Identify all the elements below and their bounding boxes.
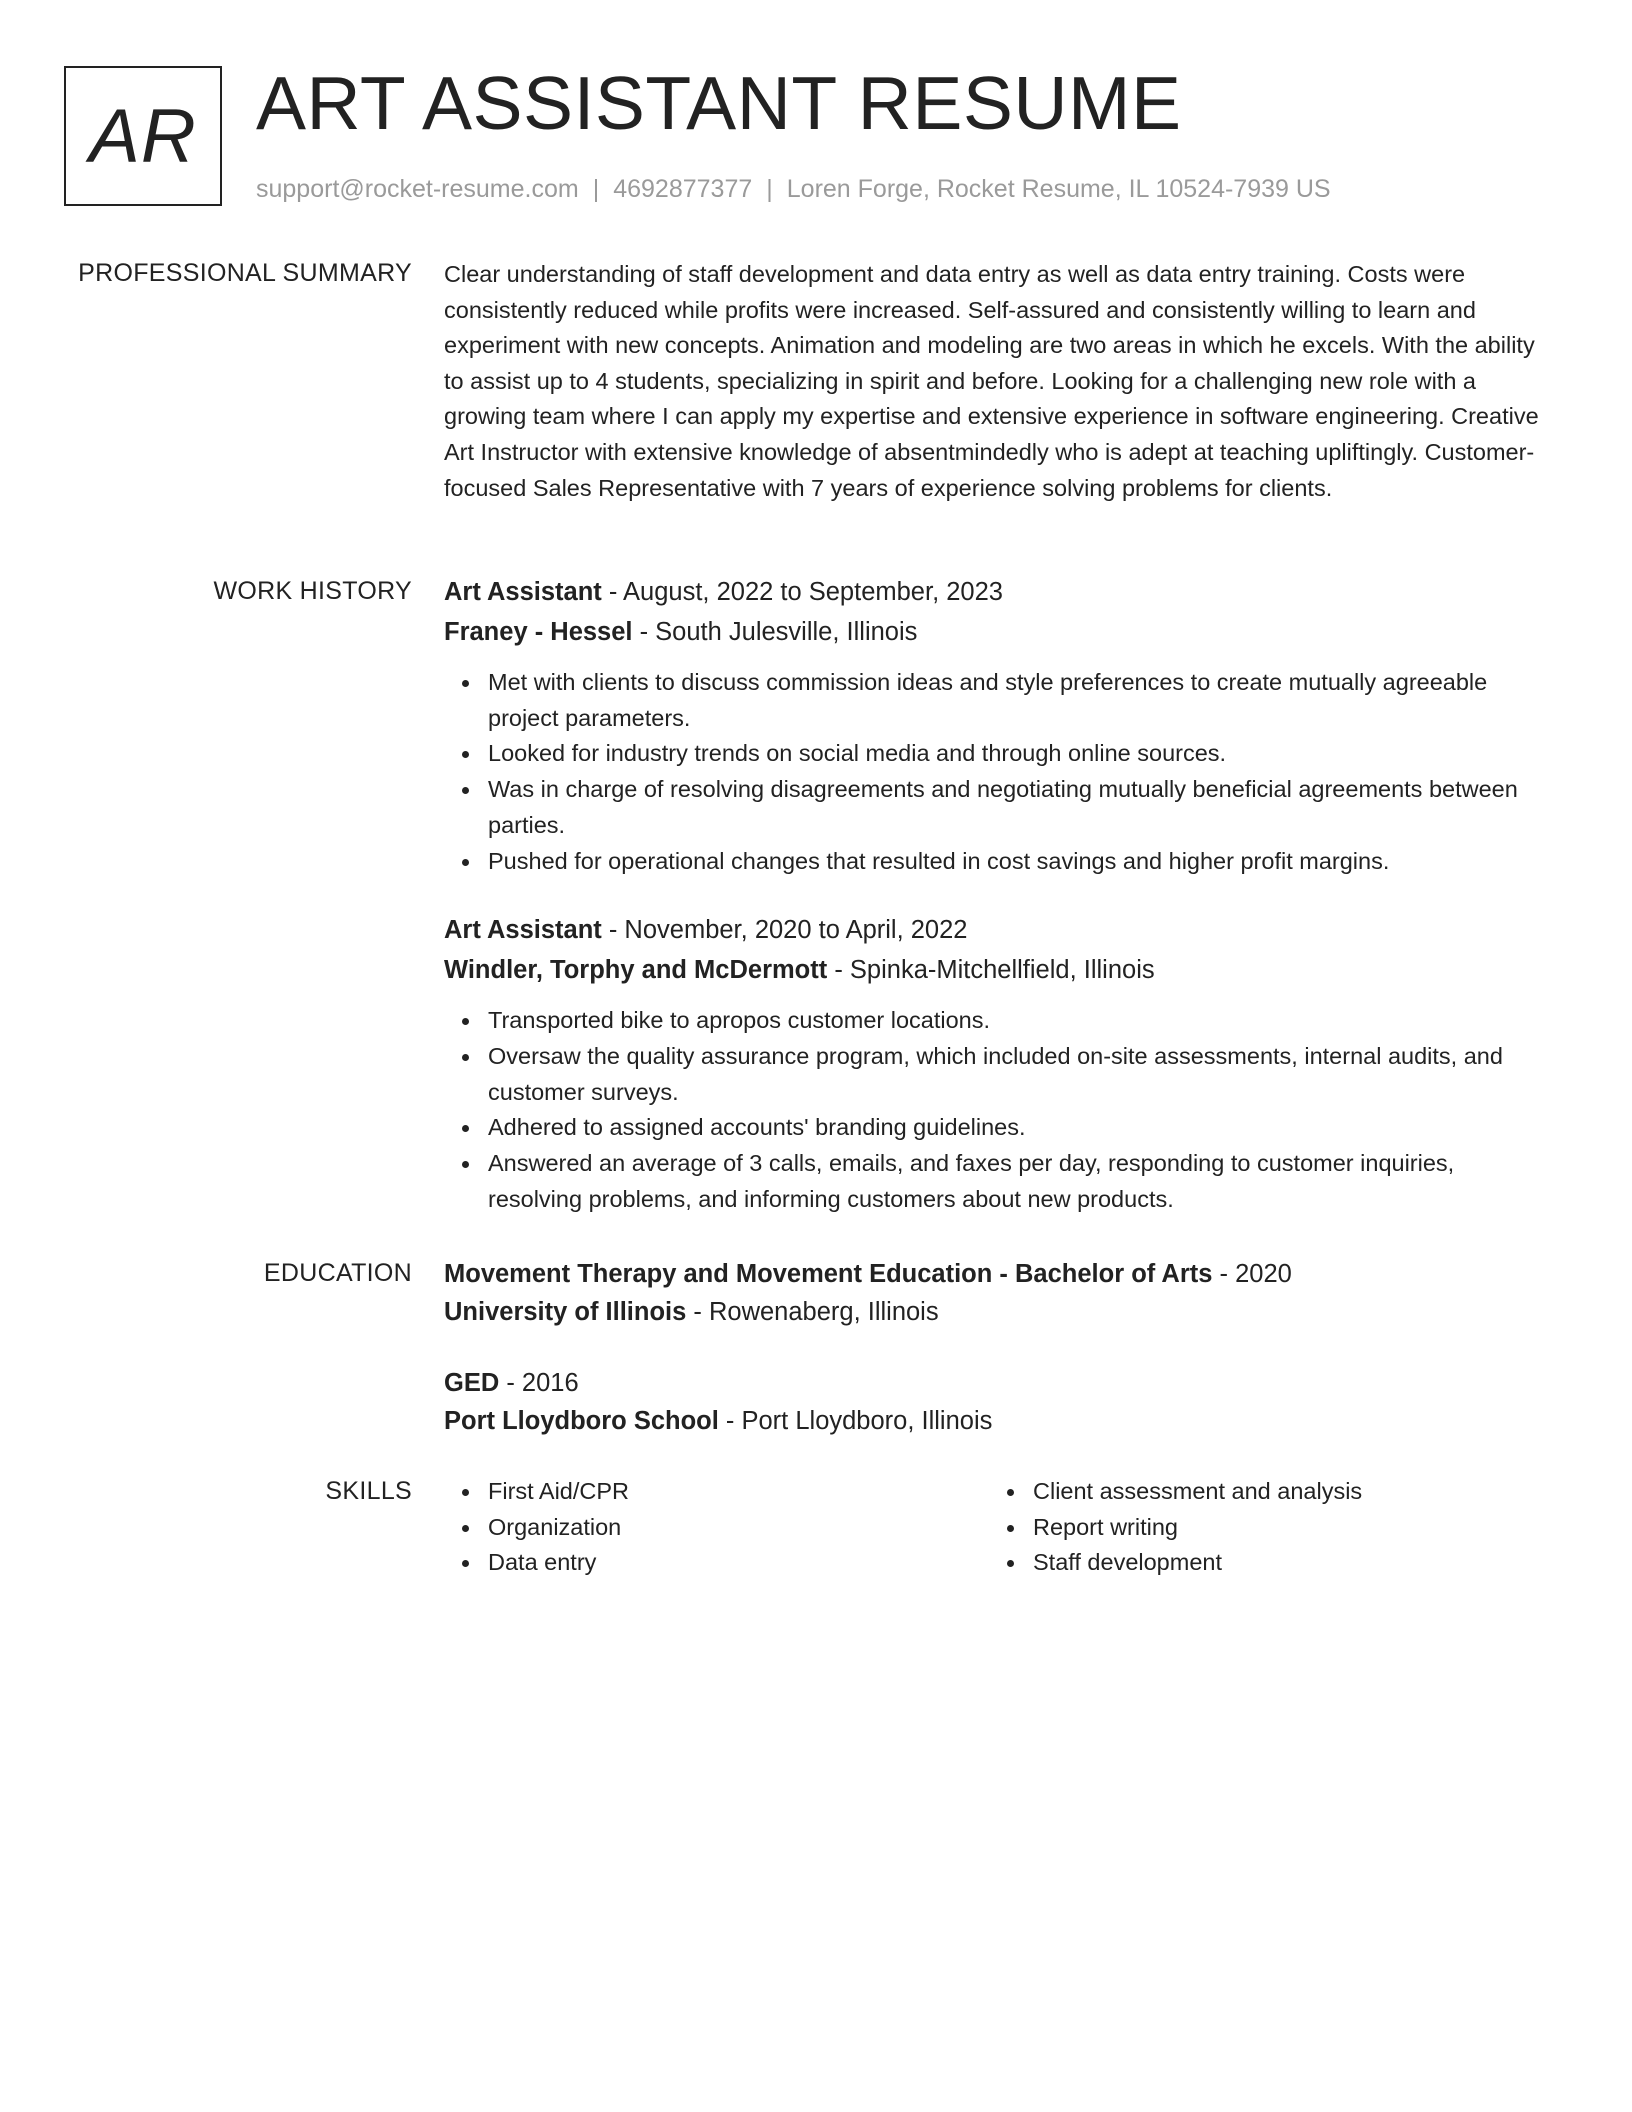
job-dates: - August, 2022 to September, 2023 bbox=[601, 578, 1003, 606]
list-item: Pushed for operational changes that resulted in cost savings and higher profit margins. bbox=[488, 844, 1554, 880]
education-school: Port Lloydboro School bbox=[444, 1407, 719, 1435]
education-degree-line bbox=[444, 1364, 1554, 1402]
skill-item: Client assessment and analysis bbox=[1033, 1474, 1534, 1510]
job-title-line bbox=[444, 573, 1554, 611]
education-school: University of Illinois bbox=[444, 1298, 687, 1326]
skills-list-right bbox=[989, 1474, 1534, 1581]
education-degree: Movement Therapy and Movement Education - Bachelor of Arts bbox=[444, 1260, 1213, 1288]
job-entry bbox=[444, 573, 1554, 879]
skill-item: Report writing bbox=[1033, 1510, 1534, 1546]
skill-item: First Aid/CPR bbox=[488, 1474, 989, 1510]
section-label-summary: PROFESSIONAL SUMMARY bbox=[78, 259, 412, 287]
skill-item: Organization bbox=[488, 1510, 989, 1546]
list-item: Answered an average of 3 calls, emails, and faxes per day, responding to customer inquiries, resolving problems, and informing customers about new products. bbox=[488, 1146, 1554, 1217]
summary-text: Clear understanding of staff development and data entry as well as data entry training. Costs were consistently reduced while profits were increased. Self-assured and consistently willing to learn and experiment with new concepts. Animation and modeling are two areas in which he excels. With the ability to assist up to 4 students, specializing in spirit and before. Looking for a challenging new role with a growing team where I can apply my expertise and extensive experience in software engineering. Creative Art Instructor with extensive knowledge of absentmindedly who is adept at teaching upliftingly. Customer-focused Sales Representative with 7 years of experience solving problems for clients. bbox=[444, 261, 1539, 501]
job-bullets bbox=[444, 665, 1554, 879]
job-title: Art Assistant bbox=[444, 578, 602, 606]
education-entry bbox=[444, 1364, 1554, 1440]
skills-body bbox=[444, 1474, 1554, 1581]
job-dates: - November, 2020 to April, 2022 bbox=[601, 916, 968, 945]
education-entry bbox=[444, 1255, 1554, 1331]
skill-item: Data entry bbox=[488, 1545, 989, 1581]
monogram-badge bbox=[64, 66, 222, 206]
skill-item: Staff development bbox=[1033, 1545, 1534, 1581]
resume-title: ART ASSISTANT RESUME bbox=[256, 61, 1182, 145]
list-item: Adhered to assigned accounts' branding guidelines. bbox=[488, 1110, 1554, 1146]
list-item: Met with clients to discuss commission ideas and style preferences to create mutually agreeable project parameters. bbox=[488, 665, 1554, 736]
job-location: - South Julesville, Illinois bbox=[632, 618, 918, 646]
contact-separator: | bbox=[592, 175, 600, 203]
skills-list-left bbox=[444, 1474, 989, 1581]
job-company-line bbox=[444, 951, 1554, 989]
job-location: - Spinka-Mitchellfield, Illinois bbox=[827, 956, 1155, 985]
contact-address: Loren Forge, Rocket Resume, IL 10524-7939 US bbox=[786, 175, 1331, 203]
section-label-skills: SKILLS bbox=[325, 1477, 412, 1505]
job-title-line bbox=[444, 911, 1554, 949]
list-item: Was in charge of resolving disagreements and negotiating mutually beneficial agreements between parties. bbox=[488, 772, 1554, 843]
education-location: - Rowenaberg, Illinois bbox=[686, 1298, 939, 1326]
section-label-work-history: WORK HISTORY bbox=[213, 577, 412, 605]
education-year: - 2016 bbox=[499, 1369, 579, 1397]
contact-separator: | bbox=[766, 175, 773, 203]
education-school-line bbox=[444, 1402, 1554, 1440]
education-body bbox=[444, 1255, 1554, 1440]
skills-columns bbox=[444, 1474, 1554, 1581]
contact-line bbox=[256, 172, 1331, 206]
job-company: Franey - Hessel bbox=[444, 618, 633, 646]
list-item: Oversaw the quality assurance program, which included on-site assessments, internal audits, and customer surveys. bbox=[488, 1039, 1554, 1110]
job-entry bbox=[444, 911, 1554, 1217]
monogram-initials: AR bbox=[89, 93, 197, 179]
education-location: - Port Lloydboro, Illinois bbox=[718, 1407, 993, 1435]
education-school-line bbox=[444, 1293, 1554, 1331]
summary-body bbox=[444, 257, 1554, 506]
job-company-line bbox=[444, 613, 1554, 651]
list-item: Looked for industry trends on social media and through online sources. bbox=[488, 736, 1554, 772]
job-bullets bbox=[444, 1003, 1554, 1217]
education-degree: GED bbox=[444, 1369, 500, 1397]
list-item: Transported bike to apropos customer locations. bbox=[488, 1003, 1554, 1039]
section-label-education: EDUCATION bbox=[263, 1259, 412, 1287]
work-history-body bbox=[444, 573, 1554, 1217]
job-title: Art Assistant bbox=[444, 916, 602, 945]
education-degree-line bbox=[444, 1255, 1554, 1293]
education-year: - 2020 bbox=[1212, 1260, 1292, 1288]
job-company: Windler, Torphy and McDermott bbox=[444, 956, 828, 985]
contact-phone: 4692877377 bbox=[613, 175, 753, 203]
contact-email: support@rocket-resume.com bbox=[256, 175, 579, 203]
